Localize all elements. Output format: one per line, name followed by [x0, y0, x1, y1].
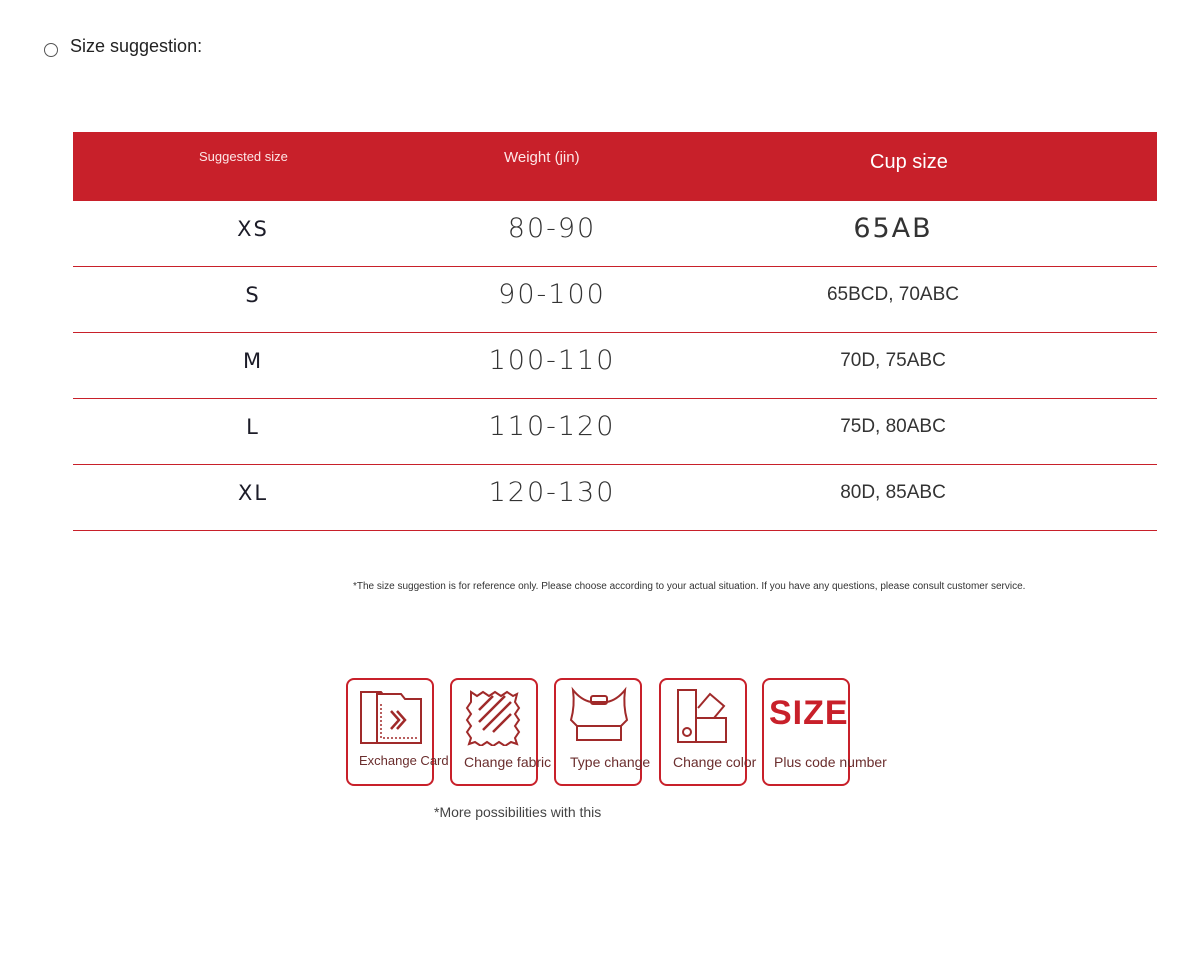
bra-icon	[565, 686, 633, 746]
section-label: Size suggestion:	[70, 36, 203, 56]
table-row	[73, 333, 1157, 399]
exchange-card-icon	[357, 686, 425, 746]
feature-label: Type change	[570, 754, 651, 770]
feature-type-change	[554, 678, 651, 786]
table-row	[73, 465, 1157, 531]
feature-label: Change fabric	[464, 754, 552, 770]
more-possibilities-text: *More possibilities with this	[434, 804, 602, 820]
color-swatch-icon	[670, 686, 738, 746]
reference-note: *The size suggestion is for reference only. Please choose according to your actual situation. If you have any questions, please consult customer service.	[353, 581, 1026, 592]
header-weight: Weight (jin)	[504, 149, 580, 166]
cell-size: M	[242, 349, 264, 373]
feature-exchange-card	[346, 678, 449, 786]
size-suggestion-option[interactable]	[44, 36, 202, 57]
cell-cup: 80D, 85ABC	[840, 482, 946, 503]
cell-size: XS	[237, 217, 269, 241]
feature-label: Change color	[673, 754, 757, 770]
radio-button[interactable]	[44, 43, 58, 57]
cell-weight: 80-90	[507, 213, 597, 244]
table-row	[73, 399, 1157, 465]
cell-weight: 100-110	[488, 345, 616, 376]
cell-weight: 90-100	[498, 279, 606, 310]
cell-size: XL	[237, 481, 269, 505]
cell-cup: 70D, 75ABC	[840, 350, 946, 371]
feature-change-color	[659, 678, 757, 786]
cell-weight: 110-120	[488, 411, 616, 442]
table-row	[73, 201, 1157, 267]
cell-size: S	[245, 283, 261, 307]
size-icon-text: SIZE	[769, 694, 849, 732]
table-row	[73, 267, 1157, 333]
size-table	[73, 132, 1157, 531]
table-header	[73, 132, 1157, 201]
feature-label: Plus code number	[774, 754, 887, 770]
cell-cup: 65BCD, 70ABC	[826, 284, 959, 305]
cell-cup: 75D, 80ABC	[840, 416, 946, 437]
feature-plus-code-number	[762, 678, 887, 786]
feature-change-fabric	[450, 678, 552, 786]
cell-cup: 65AB	[853, 213, 933, 244]
header-cup-size: Cup size	[870, 151, 948, 173]
fabric-icon	[461, 686, 529, 746]
cell-weight: 120-130	[488, 477, 616, 508]
header-suggested-size: Suggested size	[199, 149, 288, 164]
feature-label: Exchange Card	[359, 753, 449, 768]
service-features	[346, 678, 906, 790]
cell-size: L	[246, 415, 260, 439]
